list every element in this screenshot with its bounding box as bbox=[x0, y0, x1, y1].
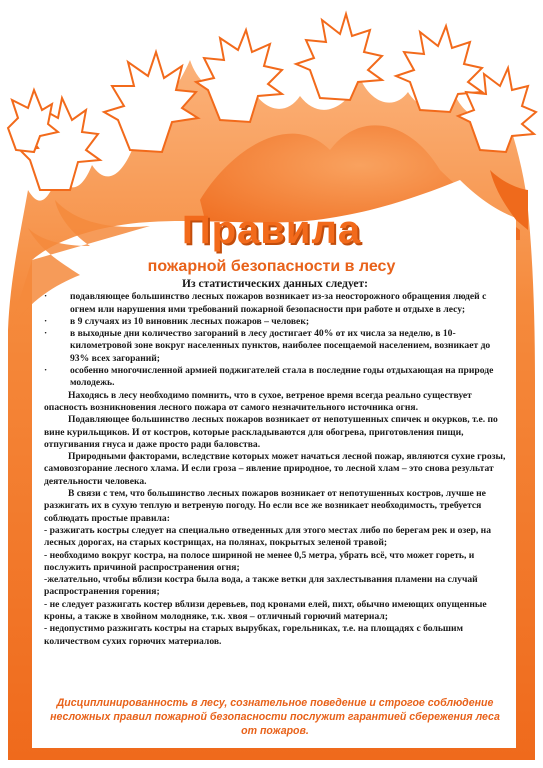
stat-item bbox=[44, 291, 506, 316]
bullet-icon: · bbox=[44, 291, 48, 303]
poster-subtitle: пожарной безопасности в лесу bbox=[147, 258, 396, 275]
stats-heading: Из статистических данных следует: bbox=[182, 278, 368, 290]
poster-body bbox=[44, 278, 506, 648]
paragraph: Подавляющее большинство лесных пожаров возникает от непотушенных спичек и окурков, т.е. по вине курильщиков. И от костров, которые раскладываются для обогрева, приготовления пищи, отпугивания гнуса и даже просто ради баловства. bbox=[44, 414, 498, 450]
paragraph: Находясь в лесу необходимо помнить, что в сухое, ветреное время всегда реально существует опасность возникновения лесного пожара от самого незначительного источника огня. bbox=[44, 389, 472, 413]
rule-item: - необходимо вокруг костра, на полосе шириной не менее 0,5 метра, убрать всё, что может гореть, и послужить причиной распространения огня; bbox=[44, 549, 475, 573]
poster-title: Правила bbox=[181, 208, 362, 252]
rule-item: - недопустимо разжигать костры на старых вырубках, горельниках, т.е. на площадях с большим количеством сухих горючих материалов. bbox=[44, 623, 464, 647]
stat-text: в выходные дни количество загораний в лесу достигает 40% от их числа за неделю, в 10-километровой зоне вокруг населенных пунктов, наиболее посещаемой населением, возникает до 93% всех загораний; bbox=[70, 328, 491, 364]
stat-text: в 9 случаях из 10 виновник лесных пожаров – человек; bbox=[70, 315, 310, 327]
stat-item bbox=[44, 316, 506, 328]
rule-item: - не следует разжигать костер вблизи деревьев, под кронами елей, пихт, обычно имеющих опущенные кроны, а также в хвойном молодняке, т.к. хвоя – отличный горючий материал; bbox=[44, 598, 487, 623]
paragraph: Природными факторами, вследствие которых может начаться лесной пожар, являются сухие грозы, самовозгорание лесного хлама. И если гроза – явление природное, то лесной хлам – это снова результат деятельности человека. bbox=[44, 451, 506, 487]
rule-item: - разжигать костры следует на специально отведенных для этого местах либо по берегам рек и озер, на лесных дорогах, на старых кострищах, на полянах, покрытых зеленой травой; bbox=[44, 524, 491, 549]
paragraph: В связи с тем, что большинство лесных пожаров возникает от непотушенных костров, лучше не разжигать их в сухую теплую и ветреную погоду. Но если все же возникает необходимость, требуется соблюдать простые правила: bbox=[44, 488, 486, 524]
stat-text: подавляющее большинство лесных пожаров возникает из-за неосторожного обращения людей с огнем или нарушения ими требований пожарной безопасности при работе и отдыхе в лесу; bbox=[70, 291, 487, 315]
rule-item: -желательно, чтобы вблизи костра была вода, а также ветки для захлестывания пламени на случай распространения горения; bbox=[44, 574, 478, 598]
stat-item bbox=[44, 365, 506, 390]
bullet-icon: · bbox=[44, 328, 48, 340]
bullet-icon: · bbox=[44, 315, 48, 327]
stat-text: особенно многочисленной армией поджигателей стала в последние годы отдыхающая на природе молодежь. bbox=[70, 365, 494, 389]
stat-item bbox=[44, 328, 506, 365]
conclusion-text: Дисциплинированность в лесу, сознательное поведение и строгое соблюдение несложных правил пожарной безопасности послужит гарантией сбережения леса от пожаров. bbox=[50, 697, 500, 737]
bullet-icon: · bbox=[44, 365, 48, 377]
